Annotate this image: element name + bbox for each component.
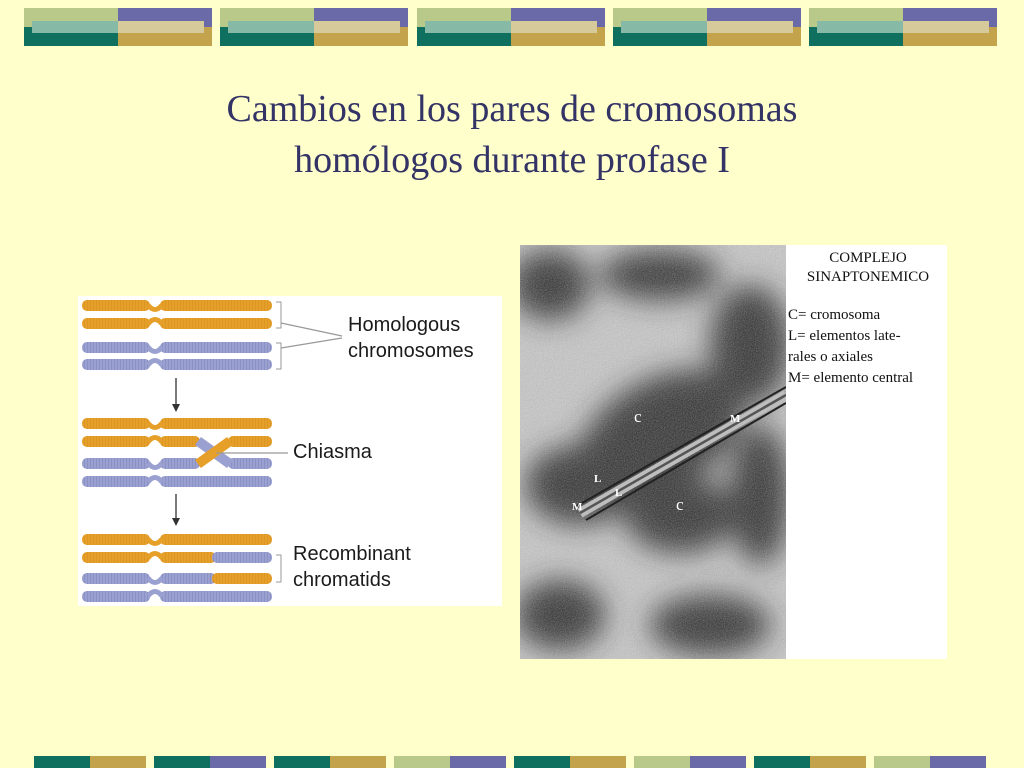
bottom-decoration: [0, 756, 1024, 768]
legend-title: [788, 249, 948, 287]
decor-bar: [570, 756, 626, 768]
legend-body: [788, 305, 948, 389]
decor-tile: [809, 8, 997, 46]
decor-bar: [274, 756, 330, 768]
micro-label-m-top: M: [730, 413, 741, 425]
decor-bar: [330, 756, 386, 768]
synaptonemal-legend: [788, 249, 948, 389]
micrograph-svg: [520, 245, 786, 659]
legend-l1: L= elementos late-: [788, 328, 901, 344]
decor-bar: [450, 756, 506, 768]
label-recombinant-chromatids: [293, 541, 411, 593]
legend-title-line2: SINAPTONEMICO: [806, 269, 930, 285]
decor-tile: [220, 8, 408, 46]
decor-bar: [810, 756, 866, 768]
decor-bar: [754, 756, 810, 768]
stage-homologous: [82, 300, 342, 370]
label-homologous-line1: Homologous: [348, 314, 461, 336]
decor-bar: [394, 756, 450, 768]
micro-label-c-bottom: c: [676, 495, 684, 514]
micro-label-l2: L: [615, 487, 623, 499]
arrow-down-icon: [172, 378, 180, 412]
synaptonemal-figure: [520, 245, 947, 659]
stage-chiasma: [82, 418, 288, 487]
micro-label-m-bottom: M: [572, 501, 583, 513]
label-chiasma: Chiasma: [293, 441, 372, 463]
label-recombinant-line2: chromatids: [293, 569, 391, 591]
label-recombinant-line1: Recombinant: [293, 543, 411, 565]
decor-tile: [417, 8, 605, 46]
decor-bar: [930, 756, 986, 768]
legend-m: M= elemento central: [788, 370, 914, 386]
legend-l2: rales o axiales: [788, 349, 873, 365]
decor-tile: [613, 8, 801, 46]
decor-bar: [34, 756, 90, 768]
decor-bar: [210, 756, 266, 768]
label-homologous-chromosomes: [348, 312, 474, 364]
micro-label-c-top: c: [634, 407, 642, 426]
legend-c: C= cromosoma: [788, 307, 881, 323]
title-line-2: homólogos durante profase I: [294, 139, 730, 181]
legend-title-line1: COMPLEJO: [829, 250, 907, 266]
stage-recombinant: [82, 534, 281, 602]
decor-bar: [514, 756, 570, 768]
micrograph-image: [520, 245, 786, 659]
micro-label-l1: L: [594, 473, 602, 485]
decor-bar: [634, 756, 690, 768]
arrow-down-icon: [172, 494, 180, 526]
decor-bar: [874, 756, 930, 768]
title-line-1: Cambios en los pares de cromosomas: [226, 88, 798, 130]
slide-title: [0, 84, 1024, 186]
decor-bar: [690, 756, 746, 768]
decor-bar: [90, 756, 146, 768]
chromosome-diagram: [78, 296, 502, 606]
decor-bar: [154, 756, 210, 768]
label-homologous-line2: chromosomes: [348, 340, 474, 362]
decor-tile: [24, 8, 212, 46]
